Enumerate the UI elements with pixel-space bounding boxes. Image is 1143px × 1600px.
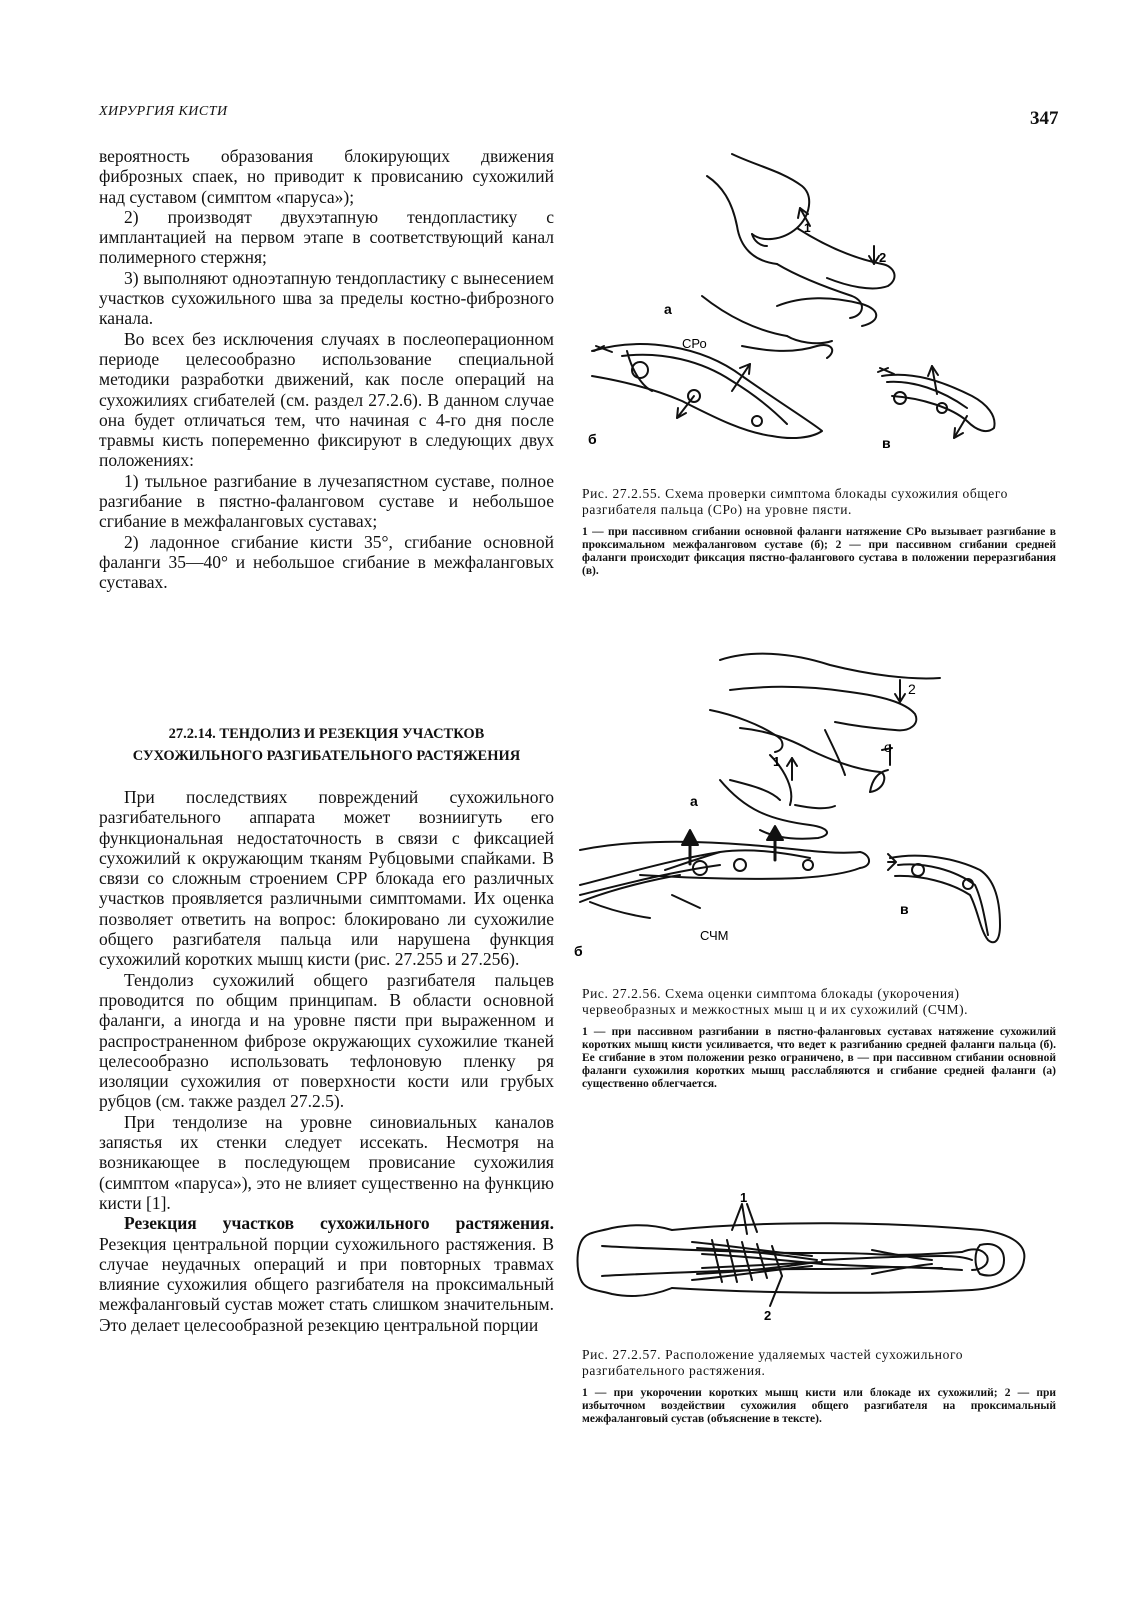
running-title: ХИРУРГИЯ КИСТИ bbox=[99, 104, 228, 119]
figure-27-2-56-illustration bbox=[570, 640, 1050, 970]
figure-label: б bbox=[574, 943, 583, 959]
figure-27-2-56-caption bbox=[582, 986, 1056, 1091]
paragraph-text: Резекция центральной порции сухожильного растяжения. В случае неудачных операций и при повторных травмах влияние сухожилия общего разгибателя на проксимальный межфаланговый сустав может стать слишком значительным. Это делает целесообразной резекцию центральной порции bbox=[99, 1233, 554, 1335]
left-column-top bbox=[99, 146, 554, 593]
section-title-line: СУХОЖИЛЬНОГО РАЗГИБАТЕЛЬНОГО РАСТЯЖЕНИЯ bbox=[132, 748, 521, 764]
paragraph: вероятность образования блокирующих движения фиброзных спаек, но приводит к провисанию сухожилий над суставом (симптом «паруса»); bbox=[99, 146, 554, 207]
bold-lead: Резекция участков сухожильного растяжения. bbox=[124, 1213, 554, 1234]
caption-note: 1 — при укорочении коротких мышц кисти или блокаде их сухожилий; 2 — при избыточном воздействии сухожилия общего разгибателя на проксимальный межфаланговый сустав (объяснение в тексте). bbox=[582, 1387, 1056, 1425]
figure-label: а bbox=[690, 793, 698, 809]
paragraph: Тендолиз сухожилий общего разгибателя пальцев проводится по общим принципам. В области основной фаланги, а иногда и на уровне пясти при выраженном и распространенном фиброзе окружающих сухожилие тканей целесообразно использовать тефлоновую пленку ря изоляции сухожилия от поверхности кости или грубых рубцов (см. также раздел 27.2.5). bbox=[99, 969, 554, 1112]
caption-title: Рис. 27.2.57. Расположение удаляемых частей сухожильного разгибательного растяжения. bbox=[582, 1347, 964, 1378]
figure-label: СЧМ bbox=[700, 928, 729, 943]
figure-27-2-55-illustration bbox=[582, 146, 1056, 476]
figure-27-2-57-illustration bbox=[572, 1190, 1042, 1330]
paragraph: При тендолизе на уровне синовиальных каналов запястья их стенки следует иссекать. Несмотря на возникающее в последующем провисание сухожилия (симптом «паруса»), это не влияет существенно на функцию кисти [1]. bbox=[99, 1111, 554, 1213]
paragraph: 2) ладонное сгибание кисти 35°, сгибание основной фаланги 35—40° и небольшое сгибание в межфаланговых суставах. bbox=[99, 531, 554, 593]
figure-label: б bbox=[588, 431, 597, 447]
caption-title: Рис. 27.2.55. Схема проверки симптома блокады сухожилия общего разгибателя пальца (СРо) на уровне пясти. bbox=[582, 486, 1009, 517]
figure-label: 1 bbox=[773, 754, 781, 769]
figure-label: а bbox=[664, 301, 672, 317]
paragraph: При последствиях повреждений сухожильного разгибательного аппарата может возниигуть его функциональная недостаточность в связи с фиксацией сухожилий к окружающим тканям Рубцовыми спайками. В связи со сложным строением СРР блокада его различных участков проявляется различными симптомами. Их оценка позволяет ответить на вопрос: блокировано ли сухожилие общего разгибателя пальца или нарушена функция сухожилий коротких мышц кисти (рис. 27.255 и 27.256). bbox=[99, 787, 554, 970]
section-title bbox=[99, 723, 554, 767]
figure-label: в bbox=[900, 901, 909, 917]
figure-label: 1 bbox=[740, 1190, 748, 1205]
figure-label: 2 bbox=[908, 681, 916, 697]
figure-label: 2 bbox=[879, 250, 887, 265]
caption-title: Рис. 27.2.56. Схема оценки симптома блокады (укорочения) червеобразных и межкостных мыш ц и их сухожилий (СЧМ). bbox=[582, 986, 969, 1017]
caption-note: 1 — при пассивном сгибании основной фаланги натяжение СРо вызывает разгибание в проксимальном межфаланговом суставе (б); 2 — при пассивном сгибании средней фаланги происходит фиксация пястно-фалангового сустава в положении переразгибания (в). bbox=[582, 526, 1056, 577]
paragraph bbox=[99, 1213, 554, 1335]
paragraph: 3) выполняют одноэтапную тендопластику с вынесением участков сухожильного шва за пределы костно-фиброзного канала. bbox=[99, 267, 554, 329]
figure-label: 2 bbox=[764, 1308, 772, 1323]
page-number: 347 bbox=[1030, 108, 1059, 129]
figure-label: о bbox=[884, 739, 892, 755]
section-title-line: 27.2.14. ТЕНДОЛИЗ И РЕЗЕКЦИЯ УЧАСТКОВ bbox=[168, 726, 485, 742]
figure-label: 1 bbox=[804, 221, 811, 235]
left-column-bottom bbox=[99, 787, 554, 1335]
figure-27-2-55-caption bbox=[582, 486, 1056, 578]
figure-label: СРо bbox=[682, 336, 707, 351]
figure-27-2-57-caption bbox=[582, 1347, 1056, 1426]
paragraph: 1) тыльное разгибание в лучезапястном суставе, полное разгибание в пястно-фаланговом суставе и небольшое сгибание в межфаланговых суставах; bbox=[99, 470, 554, 532]
paragraph: Во всех без исключения случаях в послеоперационном периоде целесообразно использование специальной методики разработки движений, как после операций на сухожилиях сгибателей (см. раздел 27.2.6). В данном случае она будет отличаться тем, что начиная с 4-го дня после травмы кисть попеременно фиксируют в следующих двух положениях: bbox=[99, 328, 554, 471]
figure-label: в bbox=[882, 435, 891, 451]
paragraph: 2) производят двухэтапную тендопластику с имплантацией на первом этапе в соответствующий канал полимерного стержня; bbox=[99, 206, 554, 268]
caption-note: 1 — при пассивном разгибании в пястно-фаланговых суставах натяжение сухожилий коротких мышц кисти усиливается, что ведет к разгибанию средней фаланги пальца (б). Ее сгибание в этом положении резко ограничено, в — при пассивном сгибании основной фаланги сухожилия коротких мышц расслабляются и сгибание средней фаланги (а) существенно облегчается. bbox=[582, 1026, 1056, 1090]
